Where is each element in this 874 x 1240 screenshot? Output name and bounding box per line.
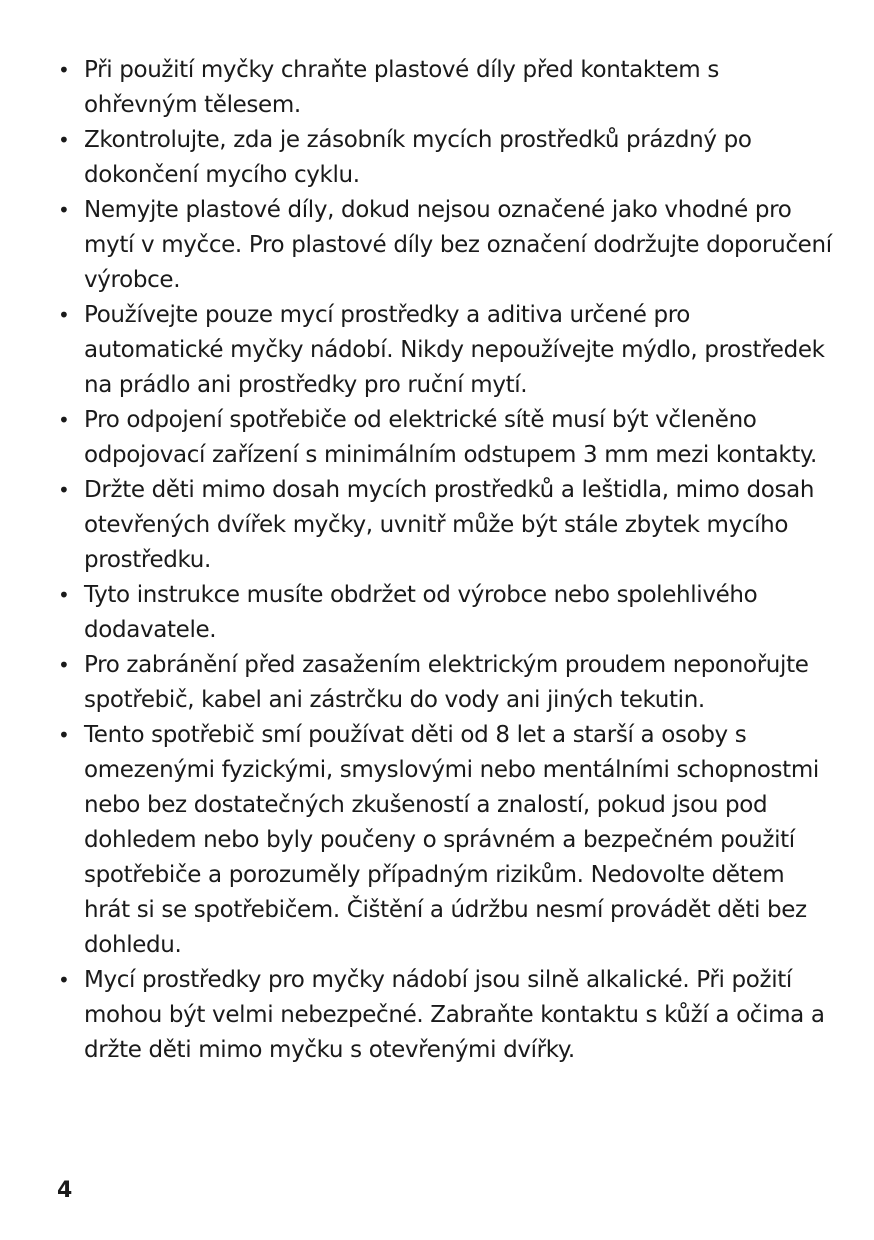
page-number: 4 bbox=[57, 1178, 73, 1203]
list-item bbox=[56, 298, 836, 403]
safety-instructions-list bbox=[56, 53, 836, 1068]
list-item bbox=[56, 578, 836, 648]
list-item bbox=[56, 403, 836, 473]
list-item-text: Držte děti mimo dosah mycích prostředků a leštidla, mimo dosah otevřených dvířek myčky, uvnitř může být stále zbytek mycího prostředku. bbox=[84, 477, 815, 573]
bullet-icon: • bbox=[58, 408, 70, 432]
list-item bbox=[56, 193, 836, 298]
bullet-icon: • bbox=[58, 968, 70, 992]
list-item bbox=[56, 123, 836, 193]
list-item bbox=[56, 963, 836, 1068]
bullet-icon: • bbox=[58, 198, 70, 222]
list-item-text: Pro odpojení spotřebiče od elektrické sítě musí být včleněno odpojovací zařízení s minimálním odstupem 3 mm mezi kontakty. bbox=[84, 407, 818, 468]
bullet-icon: • bbox=[58, 478, 70, 502]
list-item-text: Nemyjte plastové díly, dokud nejsou označené jako vhodné pro mytí v myčce. Pro plastové díly bez označení dodržujte doporučení výrobce. bbox=[84, 197, 832, 293]
list-item-text: Tento spotřebič smí používat děti od 8 let a starší a osoby s omezenými fyzickými, smyslovými nebo mentálními schopnostmi nebo bez dostatečných zkušeností a znalostí, pokud jsou pod dohledem nebo byly poučeny o správném a bezpečném použití spotřebiče a porozuměly případným rizikům. Nedovolte dětem hrát si se spotřebičem. Čištění a údržbu nesmí provádět děti bez dohledu. bbox=[84, 722, 819, 958]
list-item-text: Mycí prostředky pro myčky nádobí jsou silně alkalické. Při požití mohou být velmi nebezpečné. Zabraňte kontaktu s kůží a očima a držte děti mimo myčku s otevřenými dvířky. bbox=[84, 967, 825, 1063]
bullet-icon: • bbox=[58, 653, 70, 677]
bullet-icon: • bbox=[58, 303, 70, 327]
list-item bbox=[56, 473, 836, 578]
list-item-text: Zkontrolujte, zda je zásobník mycích prostředků prázdný po dokončení mycího cyklu. bbox=[84, 127, 752, 188]
list-item-text: Tyto instrukce musíte obdržet od výrobce nebo spolehlivého dodavatele. bbox=[84, 582, 758, 643]
list-item-text: Používejte pouze mycí prostředky a aditiva určené pro automatické myčky nádobí. Nikdy nepoužívejte mýdlo, prostředek na prádlo ani prostředky pro ruční mytí. bbox=[84, 302, 825, 398]
list-item bbox=[56, 718, 836, 963]
bullet-icon: • bbox=[58, 128, 70, 152]
list-item bbox=[56, 648, 836, 718]
list-item bbox=[56, 53, 836, 123]
list-item-text: Při použití myčky chraňte plastové díly před kontaktem s ohřevným tělesem. bbox=[84, 57, 719, 118]
bullet-icon: • bbox=[58, 58, 70, 82]
bullet-icon: • bbox=[58, 723, 70, 747]
list-item-text: Pro zabránění před zasažením elektrickým proudem neponořujte spotřebič, kabel ani zástrčku do vody ani jiných tekutin. bbox=[84, 652, 809, 713]
bullet-icon: • bbox=[58, 583, 70, 607]
